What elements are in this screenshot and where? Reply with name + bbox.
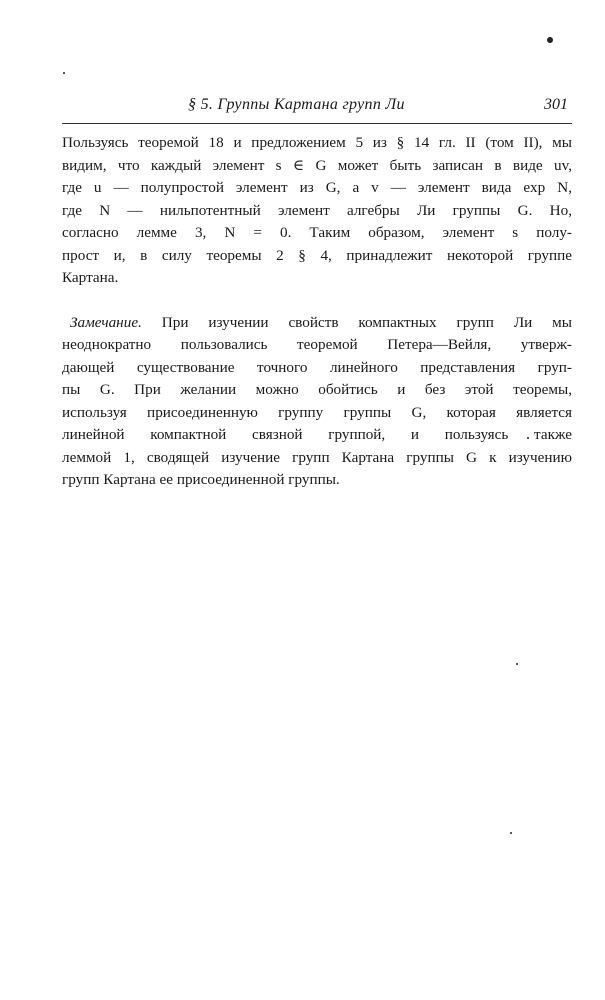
text-line <box>62 312 572 335</box>
text-line: пы G. При желании можно обойтись и без этой теоремы, <box>62 381 572 398</box>
running-header <box>62 96 572 120</box>
text-line: прост и, в силу теоремы 2 § 4, принадлежит некоторой группе <box>62 246 572 264</box>
text-line: леммой 1, сводящей изучение групп Картана группы G к изучению <box>62 448 572 466</box>
text-line: где u — полупростой элемент из G, а v — элемент вида exp N, <box>62 179 572 196</box>
text-line: групп Картана ее присоединенной группы. <box>62 471 340 488</box>
remark-heading: Замечание. <box>70 313 142 331</box>
text-line: где N — нильпотентный элемент алгебры Ли группы G. Но, <box>62 201 572 219</box>
header-rule <box>62 123 572 124</box>
paragraph-gap <box>62 290 572 312</box>
page-number: 301 <box>544 96 568 113</box>
paragraph-proof-end <box>62 132 572 290</box>
text-line: дающей существование точного линейного представления груп- <box>62 358 572 376</box>
paragraph-remark <box>62 312 572 492</box>
ink-speck <box>63 72 65 74</box>
ink-speck <box>510 832 512 834</box>
body-text <box>62 132 572 492</box>
running-title: § 5. Группы Картана групп Ли <box>188 96 405 113</box>
text-line: Пользуясь теоремой 18 и предложением 5 из § 14 гл. II (том II), мы <box>62 134 572 151</box>
text-line: используя присоединенную группу группы G, которая является <box>62 403 572 421</box>
text-line: неоднократно пользовались теоремой Петера—Вейля, утверж- <box>62 336 572 353</box>
ink-speck <box>516 663 518 665</box>
text-line: согласно лемме 3, N = 0. Таким образом, элемент s полу- <box>62 224 572 241</box>
text-line: видим, что каждый элемент s ∈ G может быть записан в виде uv, <box>62 156 572 174</box>
text-line: Картана. <box>62 269 119 286</box>
remark-line-rest: При изучении свойств компактных групп Ли мы <box>141 313 572 331</box>
text-line: линейной компактной связной группой, и пользуясь также <box>62 426 572 443</box>
ink-speck <box>547 37 553 43</box>
